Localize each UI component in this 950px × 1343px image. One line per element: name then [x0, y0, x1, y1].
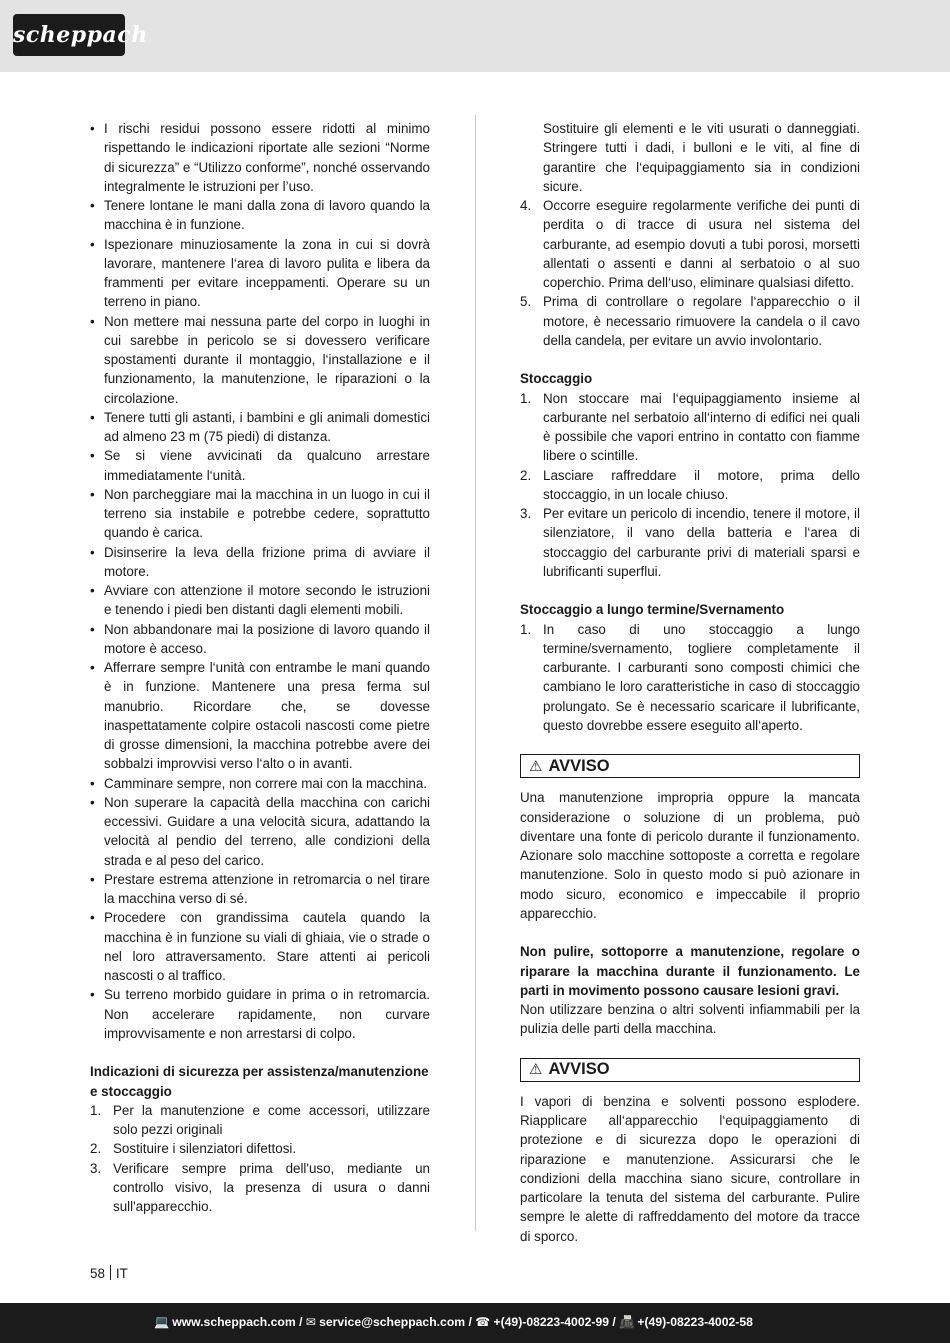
phone-icon: ☎: [475, 1315, 491, 1329]
list-item: • Su terreno morbido guidare in prima o in retromarcia. Non accelerare rapidamente, non curvare improvvisamente e non arrestarsi di colpo.: [90, 985, 430, 1043]
list-item: • Afferrare sempre l‘unità con entrambe le mani quando è in funzione. Mantenere una presa ferma sul manubrio. Ricordare che, se dovesse inaspettatamente colpire ostacoli nascosti come pietre di grosse dimensioni, la macchina potrebbe avere dei sobbalzi improvvisi verso l‘alto o in avanti.: [90, 658, 430, 774]
footer-bar: [0, 1303, 950, 1343]
list-item: • Non mettere mai nessuna parte del corpo in luoghi in cui sarebbe in pericolo se si dovessero verificare spostamenti durante il montaggio, l‘installazione e il funzionamento, la manutenzione, le riparazioni o la circolazione.: [90, 312, 430, 408]
mail-icon: ✉: [305, 1315, 317, 1329]
footer-separator: /: [299, 1315, 303, 1329]
warning-label: AVVISO: [548, 756, 610, 775]
footer-separator: /: [468, 1315, 472, 1329]
list-item: 1. Per la manutenzione e come accessori, utilizzare solo pezzi originali: [90, 1102, 430, 1137]
list-item: • Disinserire la leva della frizione prima di avviare il motore.: [90, 543, 430, 582]
list-item: 3. Verificare sempre prima dell'uso, mediante un controllo visivo, la presenza di usura o danni sull'apparecchio.: [90, 1160, 430, 1214]
column-divider: [475, 115, 476, 1231]
maintenance-heading: Indicazioni di sicurezza per assistenza/manutenzione e stoccaggio: [90, 1064, 429, 1099]
list-item: • Avviare con attenzione il motore secondo le istruzioni e tenendo i piedi ben distanti dagli elementi mobili.: [90, 581, 430, 620]
storage-list: [520, 389, 860, 582]
long-term-storage-heading: Stoccaggio a lungo termine/Svernamento: [520, 602, 785, 618]
computer-icon: 💻: [154, 1315, 170, 1329]
page-number: [90, 1265, 128, 1281]
warning-note: Non utilizzare benzina o altri solventi infiammabili per la pulizia delle parti della macchina.: [520, 1002, 860, 1037]
footer-phone[interactable]: +(49)-08223-4002-99: [493, 1315, 609, 1329]
page-number-value: 58: [90, 1266, 105, 1281]
list-item: • Procedere con grandissima cautela quando la macchina è in funzione su viali di ghiaia, vie o strade o nel loro attraversamento. Stare attenti ai pericoli nascosti o al traffico.: [90, 908, 430, 985]
list-item: • I rischi residui possono essere ridotti al minimo rispettando le indicazioni riportate alle sezioni “Norme di sicurezza” e “Utilizzo conforme”, nonché osservando integralmente le istruzioni per l’uso.: [90, 119, 430, 196]
footer-email-link[interactable]: service@scheppach.com: [319, 1315, 466, 1329]
list-item: • Non superare la capacità della macchina con carichi eccessivi. Guidare a una velocità sicura, adattando la velocità al pendio del terreno, alle condizioni della strada e al peso del carico.: [90, 793, 430, 870]
list-item: 1. In caso di uno stoccaggio a lungo termine/svernamento, togliere completamente il carburante. I carburanti sono composti chimici che cambiano le loro caratteristiche in caso di stoccaggio prolungato. Se è necessario scaricare il lubrificante, questo dovrebbe essere eseguito all‘aperto.: [520, 621, 860, 733]
safety-bullet-list: [90, 119, 430, 1043]
warning-bold-text: Non pulire, sottoporre a manutenzione, regolare o riparare la macchina durante il funzionamento. Le parti in movimento possono causare lesioni gravi.: [520, 944, 860, 998]
warning-text: I vapori di benzina e solventi possono esplodere. Riapplicare all‘apparecchio l‘equipaggiamento di protezione e di sicurezza dopo le operazioni di riparazione e manutenzione. Assicurarsi che le condizioni della macchina siano sicure, controllare in particolare la tenuta del sistema del carburante. Pulire sempre le alette di raffreddamento del motore da tracce di sporco.: [520, 1093, 860, 1244]
list-item: 4. Occorre eseguire regolarmente verifiche dei punti di perdita o di tracce di usura nel sistema del carburante, ad esempio dovuti a tubi porosi, morsetti allentati o assenti e danni al serbatoio o al suo coperchio. Prima dell‘uso, eliminare qualsiasi difetto.: [520, 198, 860, 290]
footer-separator: /: [612, 1315, 616, 1329]
left-column: [90, 119, 430, 1216]
list-continuation: Sostituire gli elementi e le viti usurati o danneggiati. Stringere tutti i dadi, i bulloni e le viti, al fine di garantire che l‘equipaggiamento sia in condizioni sicure.: [543, 121, 860, 194]
warning-triangle-icon: ⚠: [529, 757, 543, 775]
separator: [110, 1265, 111, 1280]
list-item: 1. Non stoccare mai l‘equipaggiamento insieme al carburante nel serbatoio all‘interno di edifici nei quali è possibile che vapori entrino in contatto con fiamme libere o scintille.: [520, 390, 860, 464]
fax-icon: 📠: [619, 1315, 635, 1329]
scheppach-logo: scheppach: [13, 14, 125, 56]
footer-fax: +(49)-08223-4002-58: [637, 1315, 753, 1329]
warning-label: AVVISO: [548, 1060, 610, 1079]
list-item: • Non abbandonare mai la posizione di lavoro quando il motore è acceso.: [90, 620, 430, 659]
list-item: 2. Lasciare raffreddare il motore, prima dello stoccaggio, in un locale chiuso.: [520, 467, 860, 502]
maintenance-list-continued: [520, 196, 860, 350]
list-item: • Tenere tutti gli astanti, i bambini e gli animali domestici ad almeno 23 m (75 piedi) di distanza.: [90, 408, 430, 447]
list-item: • Non parcheggiare mai la macchina in un luogo in cui il terreno sia instabile e potrebbe cedere, soprattutto quando è carica.: [90, 485, 430, 543]
warning-text: Una manutenzione impropria oppure la mancata considerazione o soluzione di un problema, può diventare una fonte di pericolo durante il funzionamento. Azionare solo macchine sottoposte a corretta e regolare manutenzione. Solo in questo modo si può azionare in modo sicuro, economico e impeccabile il proprio apparecchio.: [520, 790, 860, 921]
right-column: [520, 119, 860, 1246]
long-term-storage-list: [520, 620, 860, 736]
maintenance-list: [90, 1101, 430, 1217]
list-item: • Camminare sempre, non correre mai con la macchina.: [90, 774, 430, 793]
list-item: 2. Sostituire i silenziatori difettosi.: [90, 1141, 297, 1157]
footer-website-link[interactable]: www.scheppach.com: [172, 1315, 296, 1329]
list-item: • Tenere lontane le mani dalla zona di lavoro quando la macchina è in funzione.: [90, 196, 430, 235]
storage-heading: Stoccaggio: [520, 371, 593, 387]
header-band: [0, 0, 950, 72]
warning-box: [520, 754, 860, 778]
language-code: IT: [115, 1266, 128, 1281]
list-item: • Ispezionare minuziosamente la zona in cui si dovrà lavorare, mantenere l‘area di lavoro pulita e libera da frammenti per evitare inceppamenti. Operare su un terreno in piano.: [90, 235, 430, 312]
warning-box: [520, 1058, 860, 1082]
warning-triangle-icon: ⚠: [529, 1061, 543, 1079]
list-item: • Prestare estrema attenzione in retromarcia o nel tirare la macchina verso di sé.: [90, 870, 430, 909]
list-item: 5. Prima di controllare o regolare l‘apparecchio o il motore, è necessario rimuovere la candela o il cavo della candela, per evitare un avvio involontario.: [520, 294, 860, 348]
list-item: 3. Per evitare un pericolo di incendio, tenere il motore, il silenziatore, il vano della batteria e l‘area di stoccaggio del carburante privi di materiali sparsi e lubrificanti superflui.: [520, 506, 860, 579]
list-item: • Se si viene avvicinati da qualcuno arrestare immediatamente l‘unità.: [90, 446, 430, 485]
